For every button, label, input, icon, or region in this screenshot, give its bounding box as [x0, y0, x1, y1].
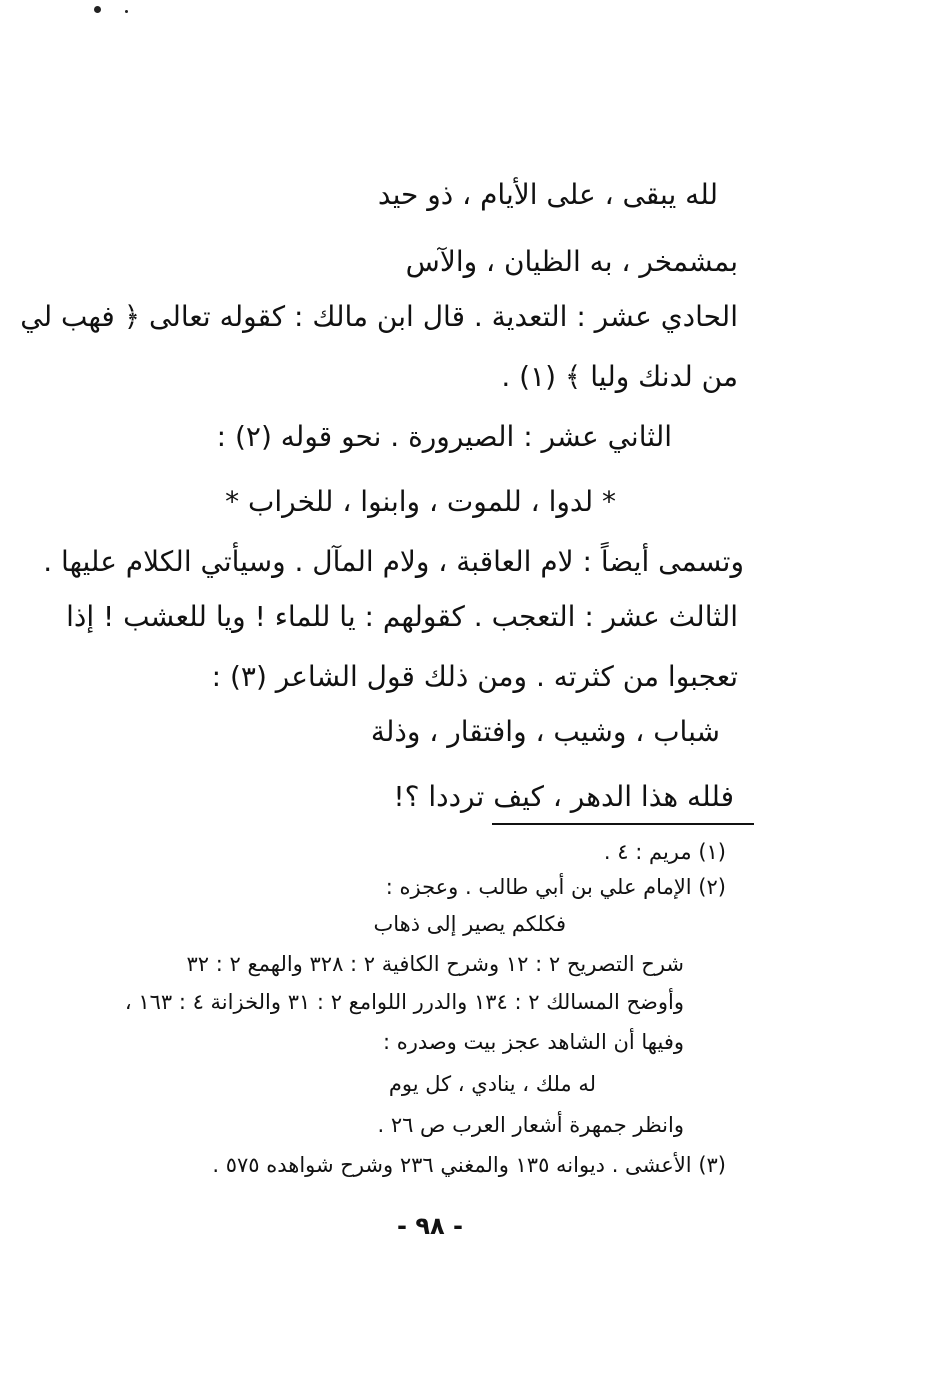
paragraph-line: من لدنك وليا ﴾ (١) . — [501, 360, 738, 393]
paragraph-line: الثالث عشر : التعجب . كقولهم : يا للماء ! ويا للعشب ! إذا — [66, 600, 738, 633]
speck-mark — [94, 6, 101, 13]
paragraph-line: وتسمى أيضاً : لام العاقبة ، ولام المآل . وسيأتي الكلام عليها . — [43, 545, 744, 578]
speck-mark — [125, 10, 128, 13]
paragraph-line: تعجبوا من كثرته . ومن ذلك قول الشاعر (٣) : — [211, 660, 738, 693]
footnote: (٣) الأعشى . ديوانه ١٣٥ والمغني ٢٣٦ وشرح شواهده ٥٧٥ . — [212, 1153, 726, 1177]
verse-line: شباب ، وشيب ، وافتقار ، وذلة — [370, 715, 720, 748]
footnote: وأوضح المسالك ٢ : ١٣٤ والدرر اللوامع ٢ : ٣١ والخزانة ٤ : ١٦٣ ، — [124, 990, 684, 1014]
footnote-verse: فكلكم يصير إلى ذهاب — [373, 912, 566, 936]
verse-line: بمشمخر ، به الظيان ، والآس — [405, 245, 738, 278]
section-heading: الثاني عشر : الصيرورة . نحو قوله (٢) : — [216, 420, 672, 453]
footnote: وفيها أن الشاهد عجز بيت وصدره : — [382, 1030, 684, 1054]
footnote: شرح التصريح ٢ : ١٢ وشرح الكافية ٢ : ٣٢٨ والهمع ٢ : ٣٢ — [186, 952, 684, 976]
verse-line: * لدوا ، للموت ، وابنوا ، للخراب * — [225, 485, 616, 518]
footnote: (٢) الإمام علي بن أبي طالب . وعجزه : — [385, 875, 726, 899]
footnote-separator — [492, 823, 754, 825]
verse-line: لله يبقى ، على الأيام ، ذو حيد — [377, 178, 718, 211]
paragraph-line: الحادي عشر : التعدية . قال ابن مالك : كقوله تعالى ﴿ فهب لي — [20, 300, 738, 333]
verse-line: فلله هذا الدهر ، كيف ترددا ؟! — [393, 780, 734, 813]
footnote: (١) مريم : ٤ . — [603, 840, 726, 864]
footnote: وانظر جمهرة أشعار العرب ص ٢٦ . — [377, 1113, 684, 1137]
footnote-verse: له ملك ، ينادي ، كل يوم — [388, 1072, 596, 1096]
page-number: - ٩٨ - — [397, 1212, 463, 1240]
